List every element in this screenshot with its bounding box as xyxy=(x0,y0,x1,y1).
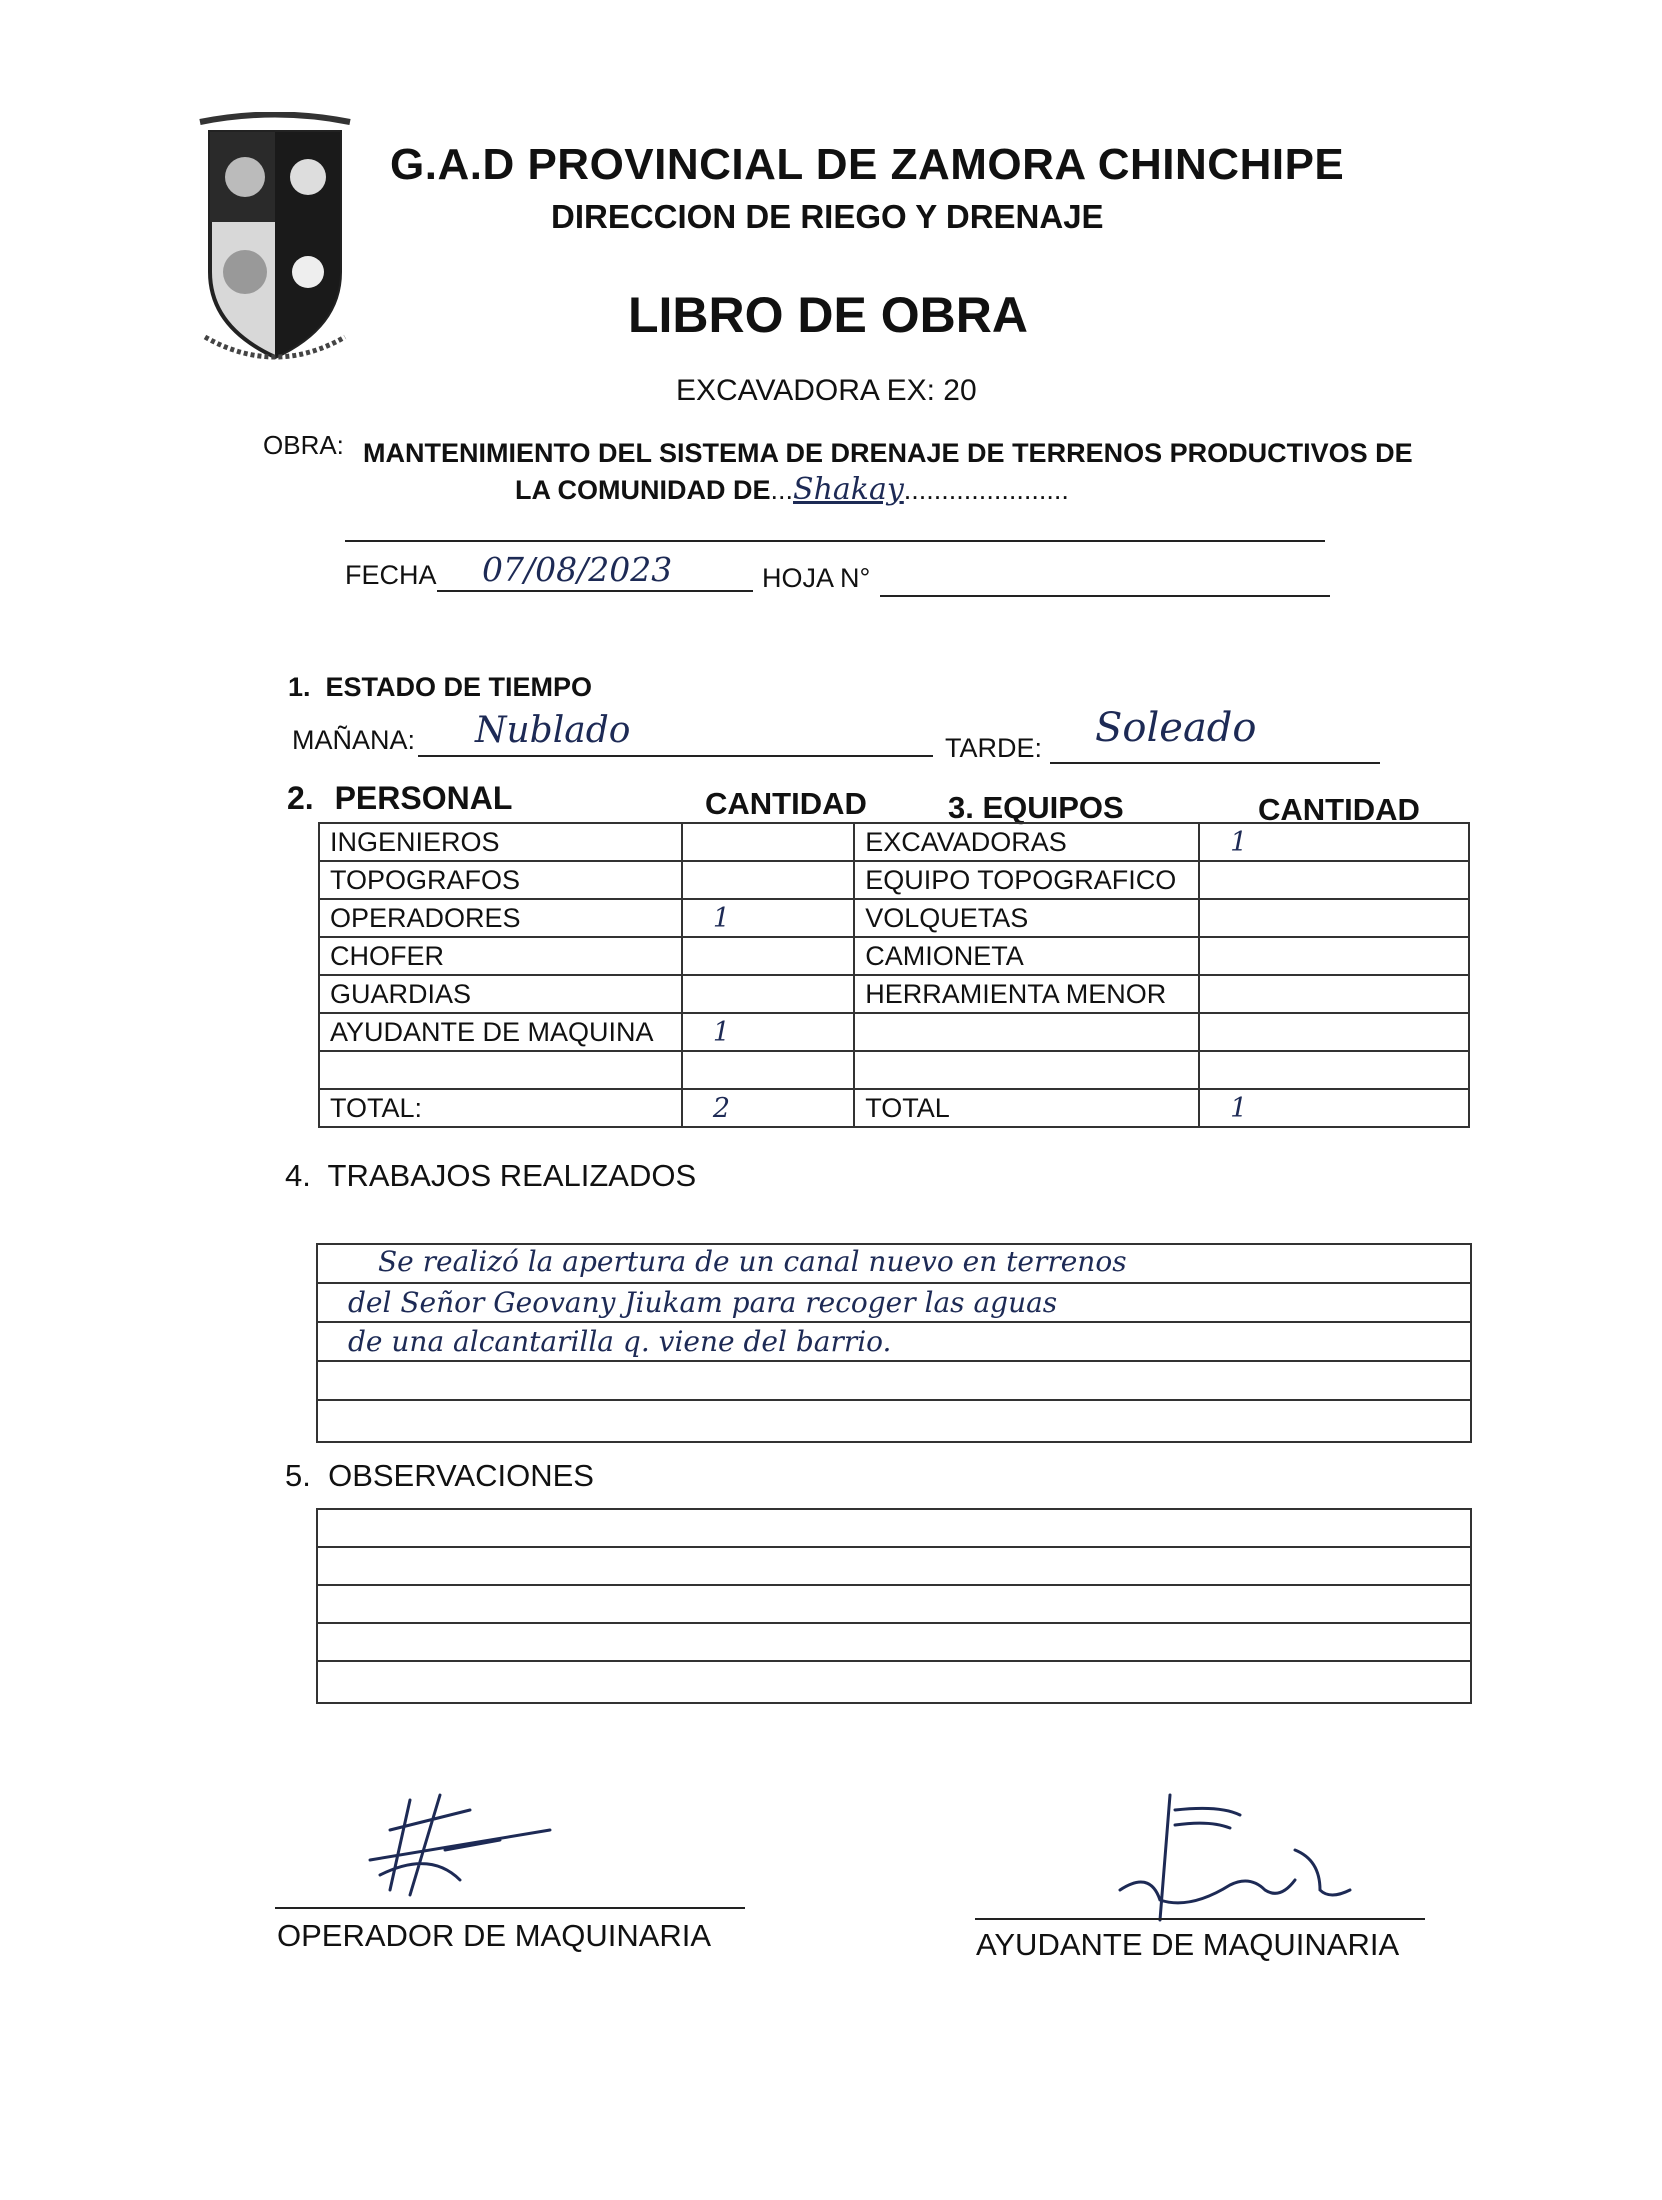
personal-heading-num: 2. xyxy=(287,780,314,816)
personal-value[interactable] xyxy=(682,861,854,899)
equipos-label: EXCAVADORAS xyxy=(854,823,1199,861)
equipos-label xyxy=(854,1013,1199,1051)
personal-heading-text: PERSONAL xyxy=(334,780,513,816)
hoja-label: HOJA N° xyxy=(762,563,871,593)
tarde-value[interactable]: Soleado xyxy=(1095,705,1257,751)
tarde-line xyxy=(1050,762,1380,764)
trabajos-line[interactable]: Se realizó la apertura de un canal nuevo en terrenos xyxy=(318,1245,1470,1284)
observaciones-heading: 5. OBSERVACIONES xyxy=(285,1458,594,1493)
ayudante-signature xyxy=(1090,1790,1370,1930)
manana-label: MAÑANA: xyxy=(292,725,416,755)
equipos-value[interactable] xyxy=(1199,1051,1469,1089)
observaciones-line[interactable] xyxy=(318,1548,1470,1586)
observaciones-line[interactable] xyxy=(318,1586,1470,1624)
table-row xyxy=(319,1013,1469,1051)
personal-value[interactable]: 1 xyxy=(682,1013,854,1051)
trabajos-box xyxy=(316,1243,1472,1443)
equipos-label: CAMIONETA xyxy=(854,937,1199,975)
trabajos-line[interactable]: del Señor Geovany Jiukam para recoger las aguas xyxy=(318,1284,1470,1323)
ayudante-label: AYUDANTE DE MAQUINARIA xyxy=(976,1927,1400,1962)
equipos-value[interactable] xyxy=(1199,937,1469,975)
personal-total-label: TOTAL: xyxy=(319,1089,682,1127)
personal-value[interactable]: 1 xyxy=(682,899,854,937)
observaciones-line[interactable] xyxy=(318,1624,1470,1662)
equipos-heading: 3. EQUIPOS xyxy=(948,790,1124,825)
fecha-label: FECHA xyxy=(345,560,437,590)
operador-label: OPERADOR DE MAQUINARIA xyxy=(277,1918,712,1953)
personal-label: INGENIEROS xyxy=(319,823,682,861)
table-row xyxy=(319,823,1469,861)
trabajos-line[interactable]: de una alcantarilla q. viene del barrio. xyxy=(318,1323,1470,1362)
equipos-value[interactable] xyxy=(1199,1013,1469,1051)
obra-text-line1: MANTENIMIENTO DEL SISTEMA DE DRENAJE DE TERRENOS PRODUCTIVOS DE xyxy=(363,438,1413,468)
personal-label: CHOFER xyxy=(319,937,682,975)
equipos-label xyxy=(854,1051,1199,1089)
operador-signature xyxy=(350,1790,580,1900)
personal-cantidad-header: CANTIDAD xyxy=(705,786,867,821)
page-title: LIBRO DE OBRA xyxy=(628,287,1028,343)
personal-value[interactable] xyxy=(682,975,854,1013)
fecha-line xyxy=(437,590,753,592)
equipos-cantidad-header: CANTIDAD xyxy=(1258,792,1420,827)
obra-text-line2 xyxy=(515,472,1069,507)
obra-label: OBRA: xyxy=(263,430,344,460)
estado-tiempo-heading: 1. ESTADO DE TIEMPO xyxy=(288,672,593,702)
obra-dots-before: ... xyxy=(770,475,794,505)
personal-label: GUARDIAS xyxy=(319,975,682,1013)
table-row xyxy=(319,937,1469,975)
personal-equipos-table xyxy=(318,822,1470,1128)
hoja-line xyxy=(880,595,1330,597)
table-total-row xyxy=(319,1089,1469,1127)
manana-value[interactable]: Nublado xyxy=(475,710,631,751)
tarde-label: TARDE: xyxy=(945,733,1043,763)
department-name: DIRECCION DE RIEGO Y DRENAJE xyxy=(551,198,1104,235)
equipos-total-label: TOTAL xyxy=(854,1089,1199,1127)
equipos-label: EQUIPO TOPOGRAFICO xyxy=(854,861,1199,899)
fecha-value[interactable]: 07/08/2023 xyxy=(482,550,673,589)
obra-divider xyxy=(345,540,1325,542)
equipos-value[interactable] xyxy=(1199,861,1469,899)
observaciones-line[interactable] xyxy=(318,1510,1470,1548)
equipos-value[interactable]: 1 xyxy=(1199,823,1469,861)
personal-value[interactable] xyxy=(682,823,854,861)
table-row xyxy=(319,861,1469,899)
personal-value[interactable] xyxy=(682,1051,854,1089)
trabajos-heading: 4. TRABAJOS REALIZADOS xyxy=(285,1158,697,1193)
equipos-total-value[interactable]: 1 xyxy=(1199,1089,1469,1127)
org-name: G.A.D PROVINCIAL DE ZAMORA CHINCHIPE xyxy=(390,140,1345,189)
obra-community-prefix: LA COMUNIDAD DE xyxy=(515,475,771,505)
machine-label: EXCAVADORA EX: 20 xyxy=(676,374,977,407)
table-row xyxy=(319,899,1469,937)
equipos-value[interactable] xyxy=(1199,975,1469,1013)
observaciones-line[interactable] xyxy=(318,1662,1470,1698)
personal-total-value[interactable]: 2 xyxy=(682,1089,854,1127)
table-row xyxy=(319,1051,1469,1089)
trabajos-line[interactable] xyxy=(318,1401,1470,1437)
equipos-label: HERRAMIENTA MENOR xyxy=(854,975,1199,1013)
personal-heading xyxy=(287,780,512,817)
observaciones-box xyxy=(316,1508,1472,1704)
trabajos-line[interactable] xyxy=(318,1362,1470,1401)
equipos-label: VOLQUETAS xyxy=(854,899,1199,937)
personal-label: AYUDANTE DE MAQUINA xyxy=(319,1013,682,1051)
coat-of-arms-logo xyxy=(190,112,360,367)
ayudante-signature-line xyxy=(975,1918,1425,1920)
obra-dots-after: ...................... xyxy=(903,475,1069,505)
operador-signature-line xyxy=(275,1907,745,1909)
personal-label: TOPOGRAFOS xyxy=(319,861,682,899)
personal-value[interactable] xyxy=(682,937,854,975)
equipos-value[interactable] xyxy=(1199,899,1469,937)
community-value[interactable]: Shakay xyxy=(793,472,904,507)
personal-label xyxy=(319,1051,682,1089)
manana-line xyxy=(418,755,933,757)
table-row xyxy=(319,975,1469,1013)
personal-label: OPERADORES xyxy=(319,899,682,937)
